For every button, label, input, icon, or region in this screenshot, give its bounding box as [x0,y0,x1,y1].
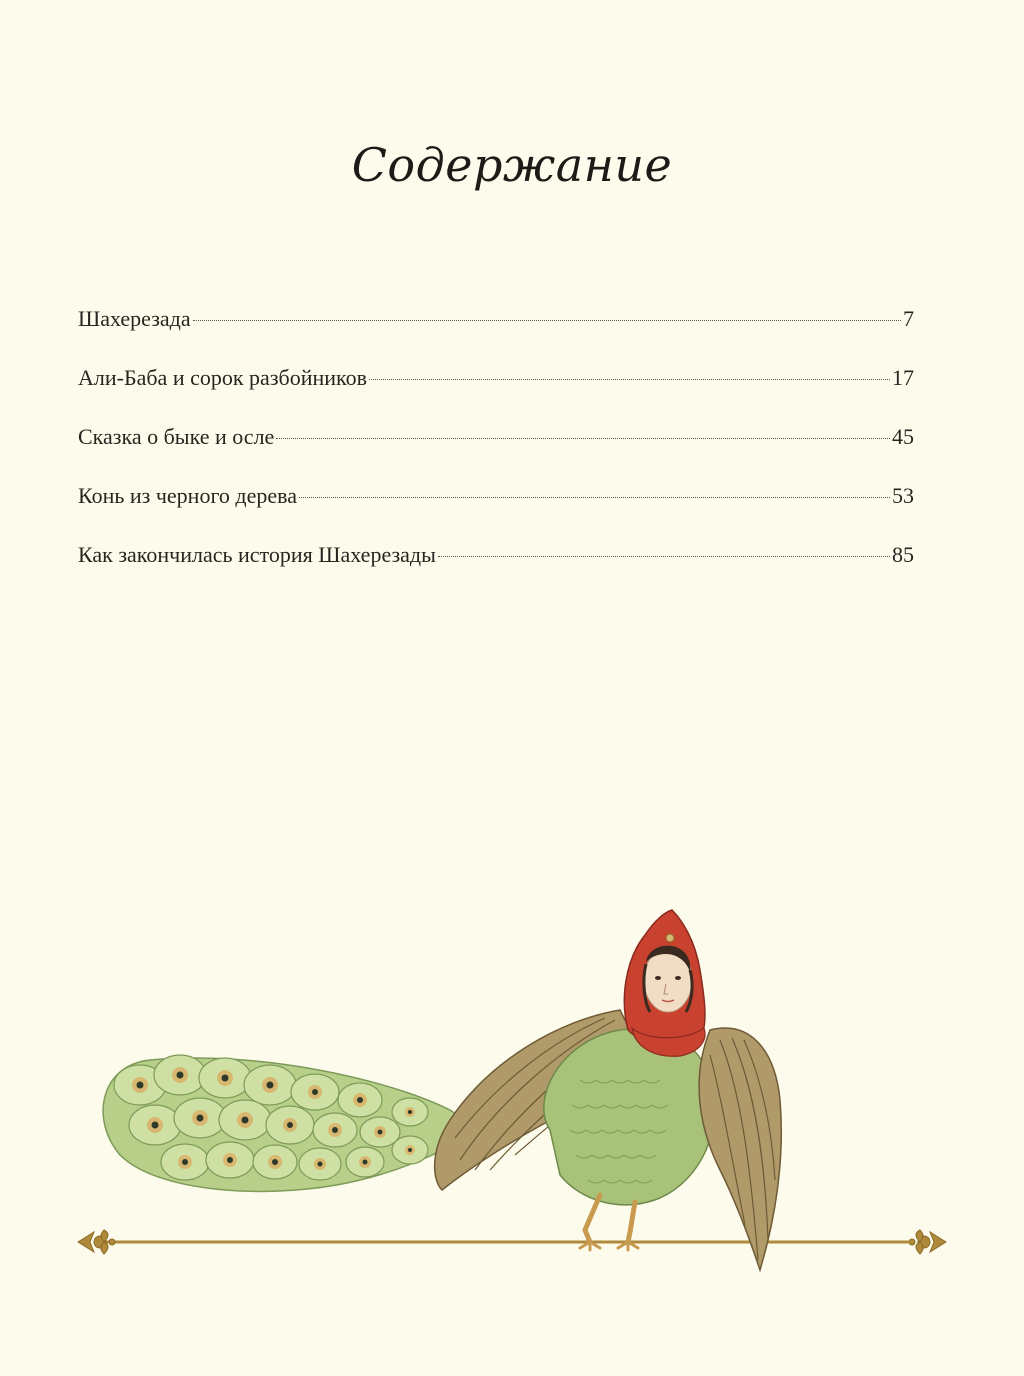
toc-entry-title: Сказка о быке и осле [78,424,275,449]
maiden-head [624,910,705,1056]
perch-finial-right [888,1230,946,1254]
toc-entry-page: 45 [892,424,914,449]
toc-dot-leader [276,438,890,439]
page-title: Содержание [351,138,673,192]
toc-entry-page: 17 [892,365,914,390]
toc-entry[interactable] [78,542,914,601]
toc-entry-title: Как закончилась история Шахерезады [78,542,436,567]
ornamental-perch [78,1230,946,1254]
right-wing [699,1028,781,1270]
toc-entry-title: Шахерезада [78,306,191,331]
toc-entry[interactable] [78,483,914,542]
toc-entry-title: Али-Баба и сорок разбойников [78,365,367,390]
peacock-tail [103,1055,480,1191]
toc-entry[interactable] [78,306,914,365]
toc-dot-leader [369,379,890,380]
toc-dot-leader [438,556,890,557]
sirin-bird-illustration [60,880,964,1300]
perch-finial-left [78,1230,115,1254]
toc-dot-leader [193,320,901,321]
bird-body [544,1029,715,1205]
toc-entry-title: Конь из черного дерева [78,483,298,508]
toc-entry[interactable] [78,424,914,483]
toc-entry-page: 7 [903,306,914,331]
toc-dot-leader [299,497,890,498]
toc-entry-page: 53 [892,483,914,508]
table-of-contents [78,306,914,601]
toc-entry[interactable] [78,365,914,424]
toc-entry-page: 85 [892,542,914,567]
